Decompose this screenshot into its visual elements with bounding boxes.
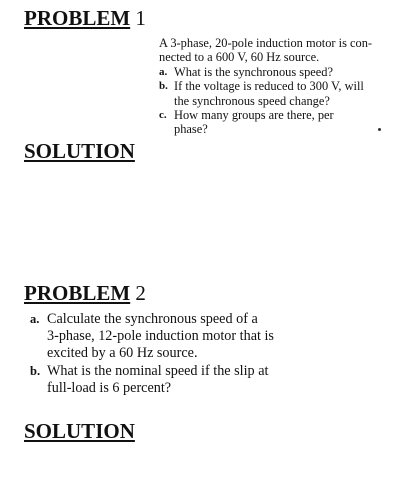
problem-1-item-b (159, 79, 399, 108)
item-marker: a. (159, 65, 168, 78)
item-line: If the voltage is reduced to 300 V, will (174, 79, 364, 94)
item-text (47, 363, 390, 397)
item-line: excited by a 60 Hz source. (47, 345, 198, 362)
scan-speck (378, 128, 381, 131)
problem-1-intro-line: A 3-phase, 20-pole induction motor is con- (159, 36, 373, 50)
item-line: full-load is 6 percent? (47, 379, 172, 396)
problem-2-item-a (30, 311, 390, 363)
item-line: Calculate the synchronous speed of a (47, 311, 258, 327)
item-line: phase? (174, 122, 208, 137)
problem-1-heading-word: PROBLEM (24, 6, 131, 30)
problem-1-body (159, 36, 399, 137)
item-text (174, 79, 399, 108)
problem-1-intro-line: nected to a 600 V, 60 Hz source. (159, 50, 320, 65)
problem-1-item-c (159, 108, 399, 137)
item-line: How many groups are there, per (174, 108, 334, 123)
item-marker: b. (30, 363, 41, 378)
item-text (47, 311, 390, 363)
problem-2-heading-number: 2 (135, 281, 146, 305)
problem-2-heading-word: PROBLEM (24, 281, 131, 305)
item-text (174, 65, 399, 79)
problem-2-body (30, 311, 390, 397)
problem-1-heading-number: 1 (135, 6, 146, 30)
item-marker: c. (159, 109, 167, 122)
problem-2-heading (24, 281, 146, 305)
problem-1-item-a (159, 65, 399, 79)
item-marker: a. (30, 312, 40, 326)
item-marker: b. (159, 80, 168, 93)
problem-1-heading (24, 6, 146, 30)
item-text (174, 108, 399, 137)
problem-2-solution-label: SOLUTION (24, 419, 135, 443)
item-line: the synchronous speed change? (174, 93, 330, 108)
item-line: What is the nominal speed if the slip at (47, 362, 269, 379)
problem-1-solution-label: SOLUTION (24, 139, 135, 163)
item-line: 3-phase, 12-pole induction motor that is (47, 328, 274, 345)
item-line: What is the synchronous speed? (174, 64, 333, 79)
problem-2-item-b (30, 363, 390, 397)
